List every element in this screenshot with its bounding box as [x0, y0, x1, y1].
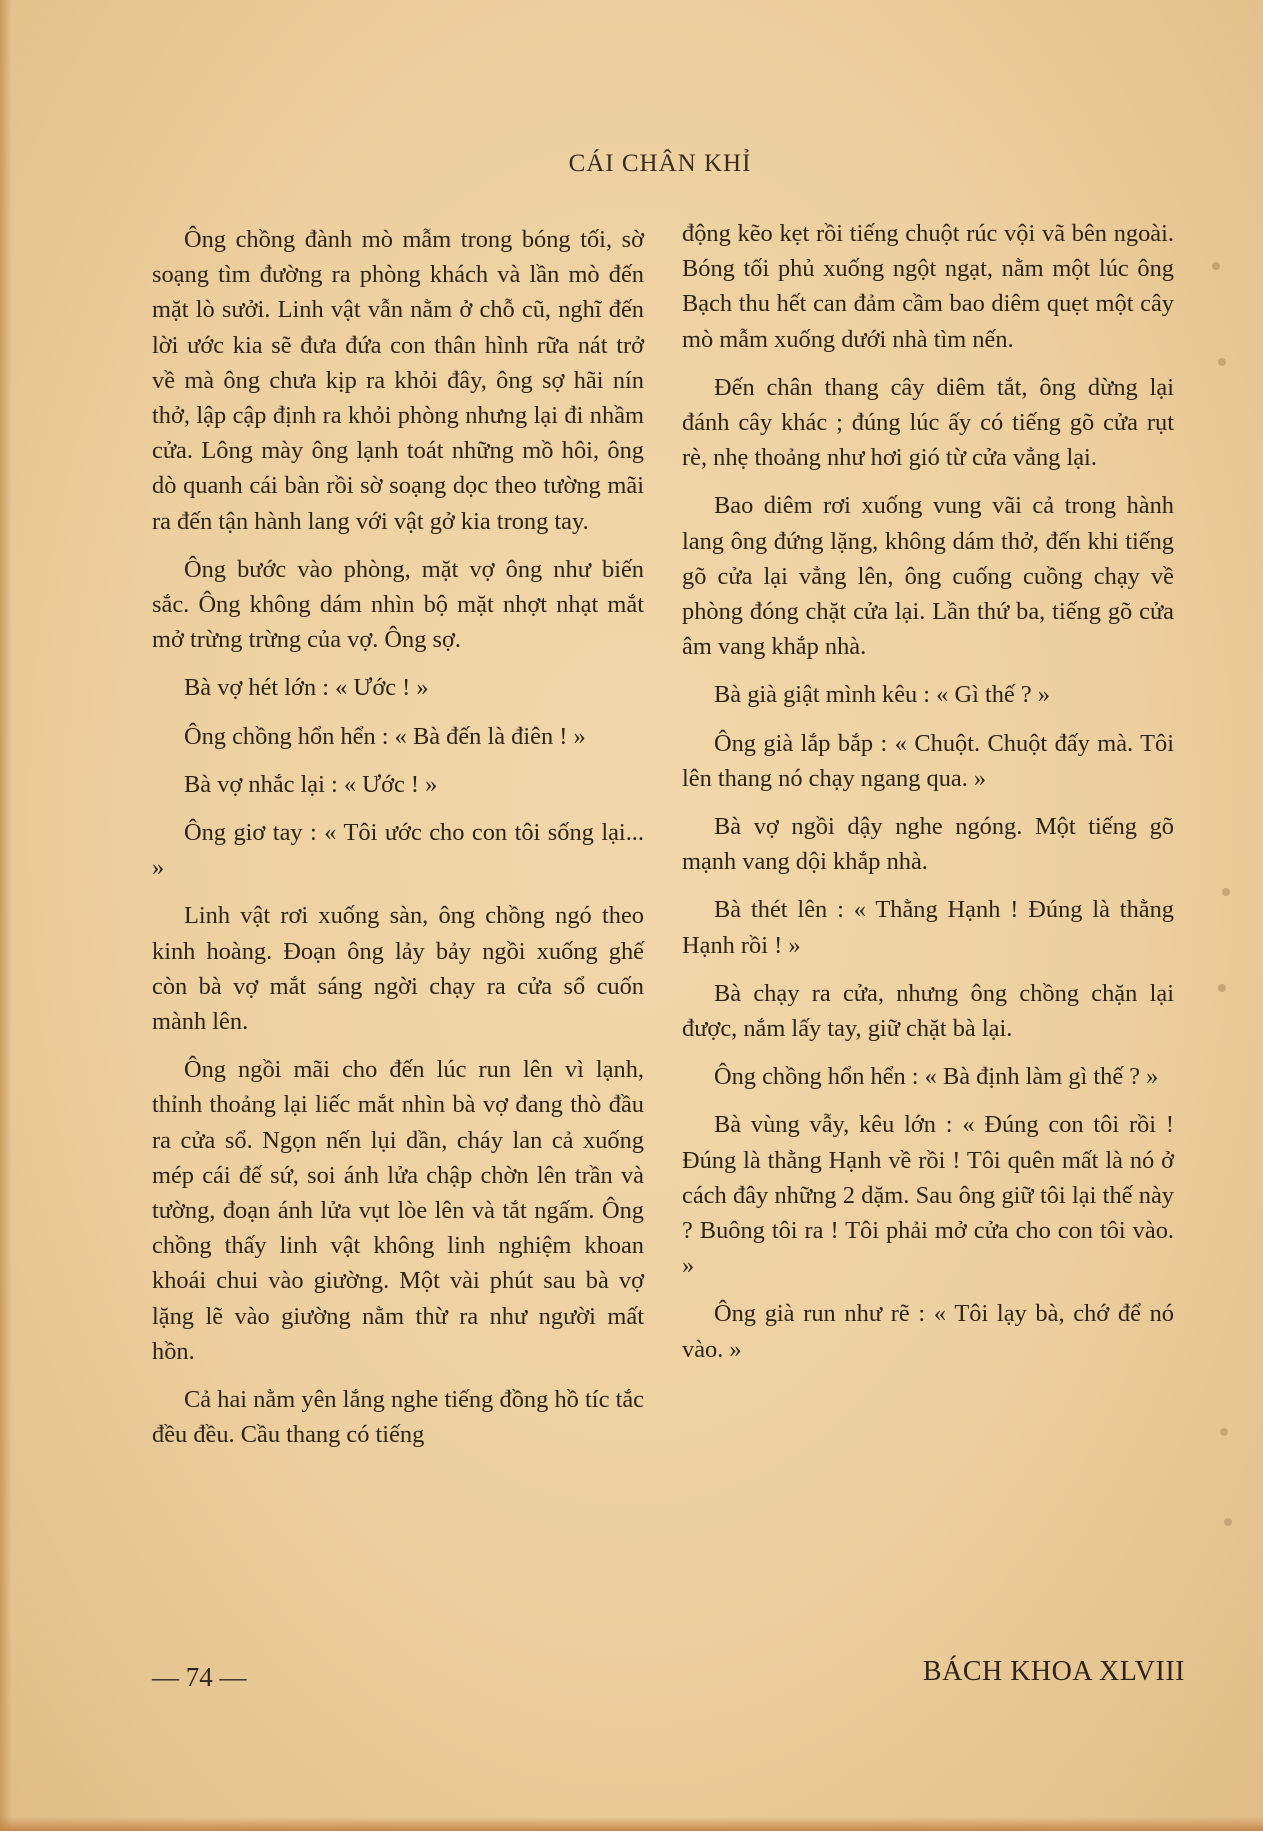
paragraph: Ông chồng hổn hển : « Bà định làm gì thế ? » — [714, 1063, 1159, 1091]
paragraph: Bà chạy ra cửa, nhưng ông chồng chặn lại được, nắm lấy tay, giữ chặt bà lại. — [682, 979, 1174, 1043]
paper-speck — [1220, 1428, 1228, 1436]
page-bottom-edge-shadow — [0, 1817, 1263, 1831]
paragraph: Bà vợ hét lớn : « Ước ! » — [184, 674, 429, 702]
left-column — [152, 222, 644, 1466]
paper-speck — [1224, 1518, 1232, 1526]
paper-speck — [1222, 888, 1230, 896]
paragraph: Ông giơ tay : « Tôi ước cho con tôi sống lại... » — [152, 819, 644, 882]
paragraph: Linh vật rơi xuống sàn, ông chồng ngó theo kinh hoàng. Đoạn ông lảy bảy ngồi xuống ghế còn bà vợ mắt sáng ngời chạy ra cửa sổ cuốn mành lên. — [152, 902, 644, 1036]
paper-speck — [1212, 262, 1220, 270]
right-column — [682, 216, 1174, 1380]
paragraph: Ông chồng hổn hển : « Bà đến là điên ! » — [184, 722, 586, 750]
paragraph: Bà thét lên : « Thằng Hạnh ! Đúng là thằng Hạnh rồi ! » — [682, 896, 1174, 959]
paragraph: Ông già lắp bắp : « Chuột. Chuột đấy mà. Tôi lên thang nó chạy ngang qua. » — [682, 729, 1174, 792]
paragraph-continued: động kẽo kẹt rồi tiếng chuột rúc vội vã bên ngoài. Bóng tối phủ xuống ngột ngạt, nằm một lúc ông Bạch thu hết can đảm cầm bao diêm quẹt một cây mò mẫm xuống dưới nhà tìm nến. — [682, 220, 1174, 353]
paragraph: Ông chồng đành mò mẫm trong bóng tối, sờ soạng tìm đường ra phòng khách và lần mò đến mặt lò sưởi. Linh vật vẫn nằm ở chỗ cũ, nghĩ đến lời ước kia sẽ đưa đứa con thân hình rữa nát trở về mà ông chưa kịp ra khỏi đây, ông sợ hãi nín thở, lập cập định ra khỏi phòng nhưng lại đi nhầm cửa. Lông mày ông lạnh toát những mồ hôi, ông dò quanh cái bàn rồi sờ soạng dọc theo tường mãi ra đến tận hành lang với vật gở kia trong tay. — [152, 226, 644, 535]
paper-speck — [1218, 358, 1226, 366]
paper-speck — [1218, 984, 1226, 992]
page-number: — 74 — — [152, 1662, 247, 1692]
paragraph: Ông già run như rẽ : « Tôi lạy bà, chớ để nó vào. » — [682, 1300, 1174, 1363]
paragraph: Bà già giật mình kêu : « Gì thế ? » — [714, 681, 1050, 709]
publication-name: BÁCH KHOA XLVIII — [922, 1656, 1185, 1687]
paragraph: Bao diêm rơi xuống vung vãi cả trong hành lang ông đứng lặng, không dám thở, đến khi tiếng gõ cửa lại vẳng lên, ông cuống cuồng chạy về phòng đóng chặt cửa lại. Lần thứ ba, tiếng gõ cửa âm vang khắp nhà. — [682, 492, 1174, 661]
page-left-edge-shadow — [0, 0, 12, 1831]
paragraph: Ông ngồi mãi cho đến lúc run lên vì lạnh, thỉnh thoảng lại liếc mắt nhìn bà vợ đang thò đầu ra cửa sổ. Ngọn nến lụi dần, cháy lan cả xuống mép cái đế sứ, soi ánh lửa chập chờn lên trần và tường, đoạn ánh lửa vụt lòe lên và tắt ngấm. Ông chồng thấy linh vật không linh nghiệm khoan khoái chui vào giường. Một vài phút sau bà vợ lặng lẽ vào giường nằm thừ ra như người mất hồn. — [152, 1056, 644, 1365]
paragraph: Bà vợ ngồi dậy nghe ngóng. Một tiếng gõ mạnh vang dội khắp nhà. — [682, 813, 1174, 876]
paragraph: Đến chân thang cây diêm tắt, ông dừng lại đánh cây khác ; đúng lúc ấy có tiếng gõ cửa rụt rè, nhẹ thoảng như hơi gió từ cửa vẳng lại. — [682, 373, 1174, 472]
paragraph: Bà vợ nhắc lại : « Ước ! » — [184, 770, 438, 798]
running-head: CÁI CHÂN KHỈ — [568, 150, 752, 177]
paragraph: Cả hai nằm yên lắng nghe tiếng đồng hồ tíc tắc đều đều. Cầu thang có tiếng — [152, 1386, 644, 1449]
paragraph: Bà vùng vẫy, kêu lớn : « Đúng con tôi rồi ! Đúng là thằng Hạnh về rồi ! Tôi quên mất là nó ở cách đây những 2 dặm. Sau ông giữ tôi lại thế này ? Buông tôi ra ! Tôi phải mở cửa cho con tôi vào. » — [682, 1111, 1174, 1280]
paragraph: Ông bước vào phòng, mặt vợ ông như biến sắc. Ông không dám nhìn bộ mặt nhợt nhạt mắt mở trừng trừng của vợ. Ông sợ. — [152, 555, 644, 654]
